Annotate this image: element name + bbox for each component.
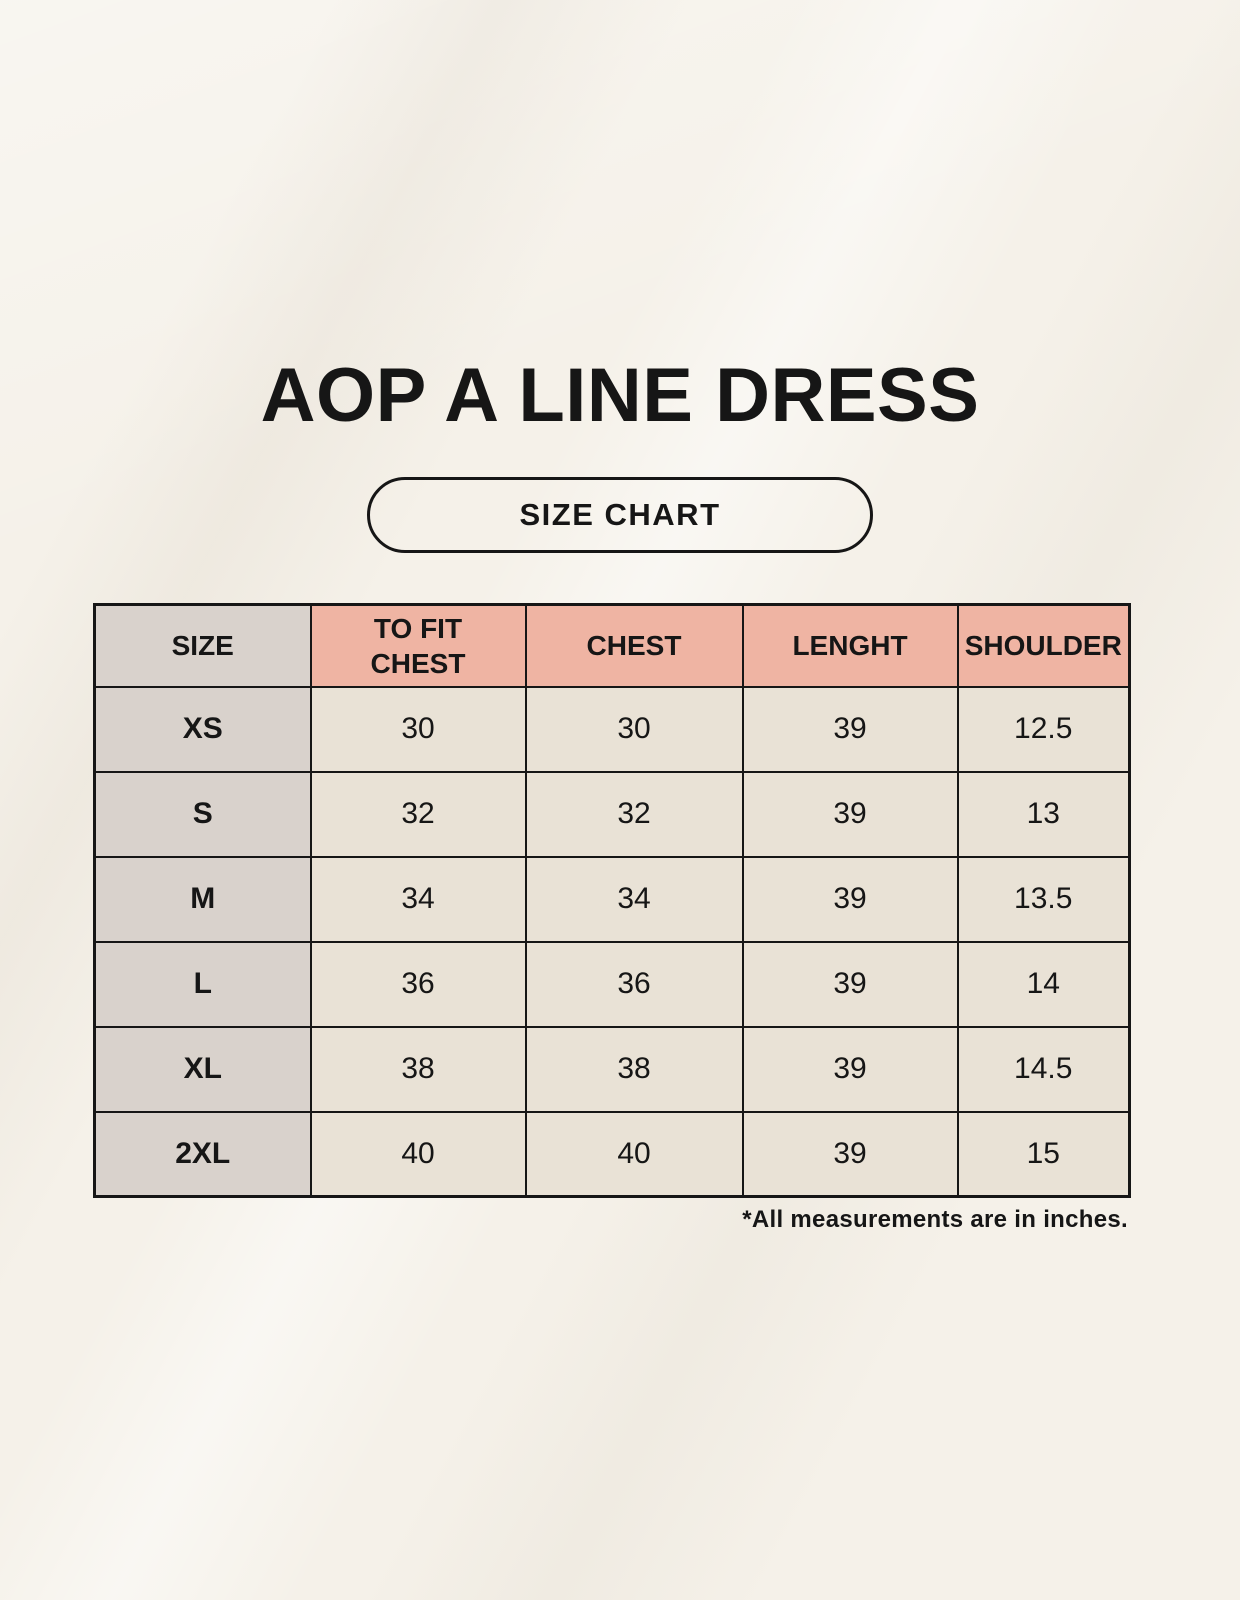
table-row — [95, 1112, 1130, 1197]
size-cell: L — [95, 942, 311, 1027]
value-cell: 40 — [526, 1112, 743, 1197]
size-cell: XS — [95, 687, 311, 772]
value-cell: 39 — [743, 1112, 958, 1197]
value-cell: 14.5 — [958, 1027, 1130, 1112]
value-cell: 32 — [526, 772, 743, 857]
value-cell: 39 — [743, 772, 958, 857]
value-cell: 36 — [526, 942, 743, 1027]
table-row — [95, 772, 1130, 857]
column-header-lenght: LENGHT — [743, 605, 958, 687]
value-cell: 40 — [311, 1112, 526, 1197]
value-cell: 14 — [958, 942, 1130, 1027]
value-cell: 15 — [958, 1112, 1130, 1197]
column-header-chest: CHEST — [526, 605, 743, 687]
value-cell: 34 — [526, 857, 743, 942]
value-cell: 36 — [311, 942, 526, 1027]
value-cell: 12.5 — [958, 687, 1130, 772]
column-header-to-fit-chest: TO FIT CHEST — [311, 605, 526, 687]
column-header-size: SIZE — [95, 605, 311, 687]
size-chart-badge-label: SIZE CHART — [519, 497, 721, 532]
header-row — [95, 605, 1130, 687]
table-row — [95, 1027, 1130, 1112]
value-cell: 38 — [311, 1027, 526, 1112]
table-row — [95, 857, 1130, 942]
value-cell: 32 — [311, 772, 526, 857]
value-cell: 39 — [743, 857, 958, 942]
table-row — [95, 942, 1130, 1027]
value-cell: 38 — [526, 1027, 743, 1112]
size-cell: 2XL — [95, 1112, 311, 1197]
table-row — [95, 687, 1130, 772]
value-cell: 13 — [958, 772, 1130, 857]
size-cell: S — [95, 772, 311, 857]
value-cell: 13.5 — [958, 857, 1130, 942]
value-cell: 39 — [743, 687, 958, 772]
size-cell: XL — [95, 1027, 311, 1112]
measurements-footnote: *All measurements are in inches. — [742, 1206, 1128, 1233]
value-cell: 30 — [526, 687, 743, 772]
size-cell: M — [95, 857, 311, 942]
value-cell: 39 — [743, 942, 958, 1027]
size-chart-table — [93, 603, 1131, 1198]
column-header-shoulder: SHOULDER — [958, 605, 1130, 687]
value-cell: 34 — [311, 857, 526, 942]
page-title: AOP A LINE DRESS — [260, 353, 980, 438]
value-cell: 39 — [743, 1027, 958, 1112]
value-cell: 30 — [311, 687, 526, 772]
size-chart-badge — [367, 477, 873, 553]
